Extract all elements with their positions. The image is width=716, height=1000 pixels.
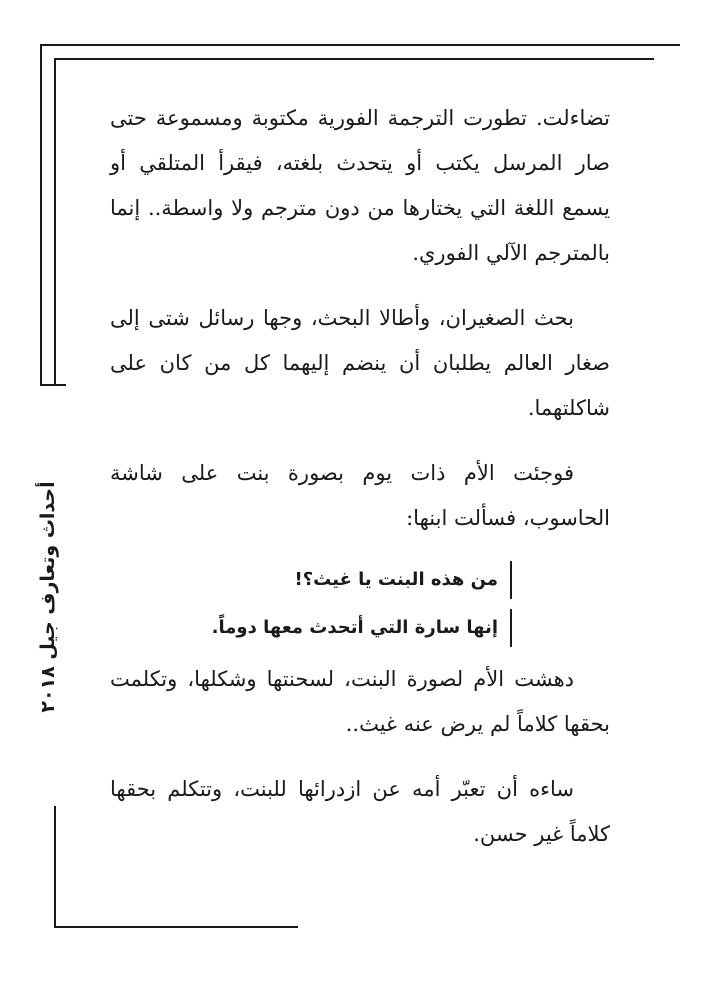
- frame-top-outer-line: [40, 44, 680, 46]
- frame-left-inner-line: [54, 58, 56, 384]
- frame-top-inner-line: [54, 58, 654, 60]
- frame-bottom-line: [54, 926, 298, 928]
- book-side-title: أحداث وتعارف جيل ٢٠١٨: [37, 481, 59, 713]
- frame-bottom-left-line: [54, 806, 56, 928]
- paragraph-1: تضاءلت. تطورت الترجمة الفورية مكتوبة ومسموعة حتى صار المرسل يكتب أو يتحدث بلغته، فيقرأ المتلقي أو يسمع اللغة التي يختارها من دون مترجم ولا واسطة.. إنما بالمترجم الآلي الفوري.: [110, 106, 610, 265]
- dialog-line-mother: من هذه البنت يا غيث؟!: [110, 561, 512, 599]
- dialog-block: [110, 561, 610, 647]
- dialog-line-son: إنها سارة التي أتحدث معها دوماً.: [110, 609, 512, 647]
- paragraph-5: ساءه أن تعبّر أمه عن ازدرائها للبنت، وتتكلم بحقها كلاماً غير حسن.: [110, 777, 610, 846]
- page-body-text: [110, 96, 610, 877]
- paragraph-3: فوجئت الأم ذات يوم بصورة بنت على شاشة الحاسوب، فسألت ابنها:: [110, 461, 610, 530]
- paragraph-2: بحث الصغيران، وأطالا البحث، وجها رسائل شتى إلى صغار العالم يطلبان أن ينضم إليهما كل من كان على شاكلتهما.: [110, 306, 611, 420]
- paragraph-4: دهشت الأم لصورة البنت، لسحنتها وشكلها، وتكلمت بحقها كلاماً لم يرض عنه غيث..: [110, 667, 610, 736]
- frame-left-outer-line: [40, 44, 42, 384]
